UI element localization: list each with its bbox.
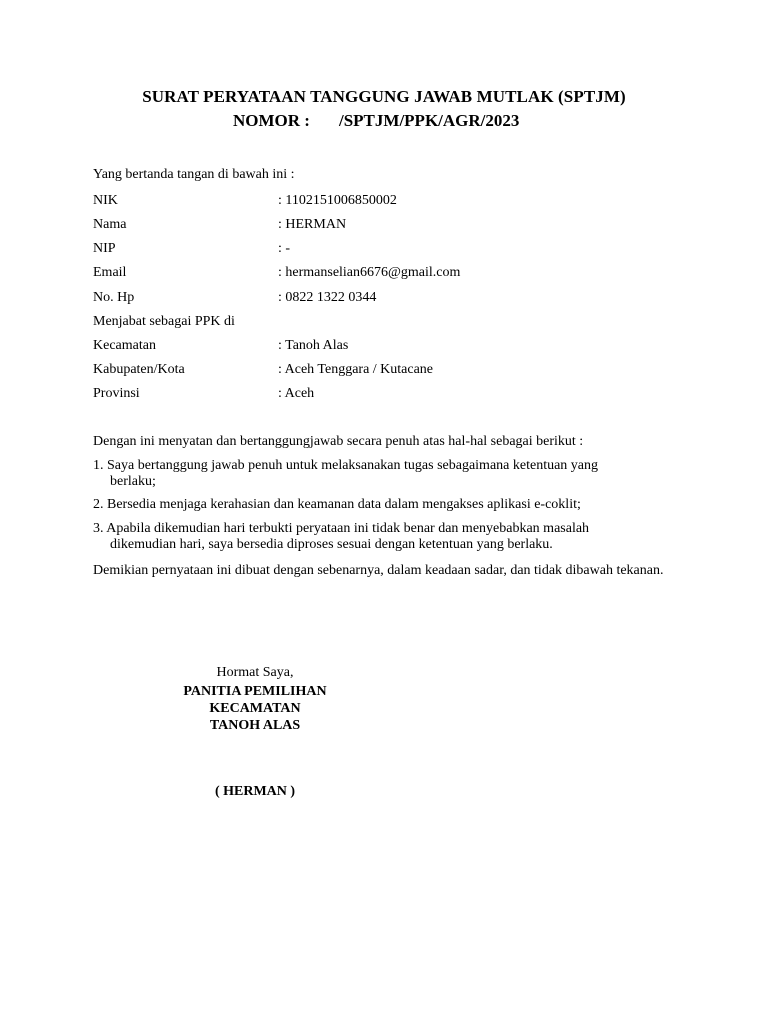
statement-item-3	[93, 521, 673, 553]
field-label: NIP	[93, 241, 116, 256]
field-label: Nama	[93, 217, 127, 232]
signature-org-line-2: KECAMATAN	[209, 701, 301, 716]
document-number	[233, 111, 520, 131]
statement-line: 1. Saya bertanggung jawab penuh untuk melaksanakan tugas sebagaimana ketentuan yang	[93, 458, 599, 473]
field-value: : Aceh Tenggara / Kutacane	[278, 362, 434, 377]
statement-intro: Dengan ini menyatan dan bertanggungjawab secara penuh atas hal-hal sebagai berikut :	[93, 434, 584, 449]
field-nama	[93, 216, 693, 233]
signature-org-line-3: TANOH ALAS	[209, 718, 301, 733]
field-phone	[93, 289, 693, 306]
document-number-label: NOMOR :	[233, 111, 310, 130]
closing-paragraph: Demikian pernyataan ini dibuat dengan sebenarnya, dalam keadaan sadar, dan tidak dibawah tekanan.	[93, 563, 664, 578]
position-label: Menjabat sebagai PPK di	[93, 314, 235, 329]
signature-greeting: Hormat Saya,	[216, 665, 294, 680]
statement-line-continued: dikemudian hari, saya bersedia diproses sesuai dengan ketentuan yang berlaku.	[110, 537, 553, 552]
field-value: : 0822 1322 0344	[278, 290, 377, 305]
field-kecamatan	[93, 337, 693, 354]
signatory-name: ( HERMAN )	[214, 784, 296, 799]
field-nik	[93, 192, 693, 209]
field-label: No. Hp	[93, 290, 135, 305]
field-label: Email	[93, 265, 127, 280]
document-title: SURAT PERYATAAN TANGGUNG JAWAB MUTLAK (SPTJM)	[142, 87, 626, 106]
statement-line: 2. Bersedia menjaga kerahasian dan keamanan data dalam mengakses aplikasi e-coklit;	[93, 497, 581, 512]
field-value: : 1102151006850002	[278, 193, 397, 208]
field-value: : hermanselian6676@gmail.com	[278, 265, 461, 280]
field-nip	[93, 240, 693, 257]
field-kabupaten	[93, 361, 693, 378]
field-value: : Tanoh Alas	[278, 338, 349, 353]
intro-text: Yang bertanda tangan di bawah ini :	[93, 167, 295, 182]
document-number-value: /SPTJM/PPK/AGR/2023	[339, 111, 520, 130]
field-email	[93, 264, 693, 281]
field-label: Kecamatan	[93, 338, 156, 353]
statement-item-2	[93, 497, 673, 513]
signature-org-line-1: PANITIA PEMILIHAN	[183, 684, 327, 699]
statement-line-continued: berlaku;	[110, 474, 156, 489]
field-value: : -	[278, 241, 291, 256]
field-provinsi	[93, 385, 693, 402]
field-label: Provinsi	[93, 386, 140, 401]
statement-item-1	[93, 458, 673, 490]
field-value: : Aceh	[278, 386, 315, 401]
statement-line: 3. Apabila dikemudian hari terbukti peryataan ini tidak benar dan menyebabkan masalah	[93, 521, 590, 536]
field-value: : HERMAN	[278, 217, 347, 232]
field-label: NIK	[93, 193, 118, 208]
field-label: Kabupaten/Kota	[93, 362, 185, 377]
